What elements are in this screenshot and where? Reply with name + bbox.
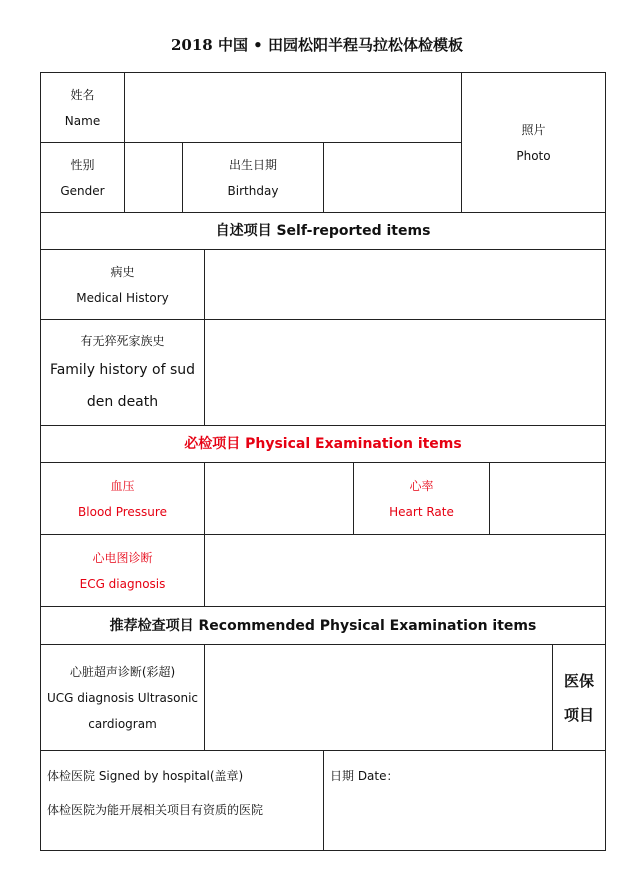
ucg-label-en-1: UCG diagnosis Ultrasonic xyxy=(46,690,199,705)
photo-label-en: Photo xyxy=(516,148,551,163)
gender-value-cell[interactable] xyxy=(124,142,183,213)
ucg-label-cn: 心脏超声诊断(彩超) xyxy=(69,664,176,679)
ucg-label-en-2: cardiogram xyxy=(88,716,157,731)
ecg-label-en: ECG diagnosis xyxy=(79,576,166,591)
medical-insurance-cell xyxy=(552,644,606,751)
birthday-value-cell[interactable] xyxy=(323,142,462,213)
gender-label-cn: 性别 xyxy=(70,157,95,172)
ucg-label-cell xyxy=(40,644,205,751)
hospital-signed-label: 体检医院 Signed by hospital(盖章) xyxy=(47,769,244,783)
date-cell[interactable] xyxy=(323,750,606,851)
medical-history-label-cn: 病史 xyxy=(110,264,135,279)
gender-label-cell xyxy=(40,142,125,213)
heart-rate-label-cell xyxy=(353,462,490,535)
blood-pressure-value-cell[interactable] xyxy=(204,462,354,535)
name-label-cn: 姓名 xyxy=(70,87,95,102)
recommended-exam-header xyxy=(40,606,606,645)
hospital-qualification-note: 体检医院为能开展相关项目有资质的医院 xyxy=(47,803,264,817)
heart-rate-value-cell[interactable] xyxy=(489,462,606,535)
photo-cell[interactable] xyxy=(461,72,606,213)
heart-rate-label-cn: 心率 xyxy=(409,478,434,493)
page-title: 2018 中国 • 田园松阳半程马拉松体检模板 xyxy=(170,36,463,54)
birthday-label-cell xyxy=(182,142,324,213)
blood-pressure-label-cell xyxy=(40,462,205,535)
family-history-value-cell[interactable] xyxy=(204,319,606,426)
ecg-label-cn: 心电图诊断 xyxy=(92,550,153,565)
name-label-en: Name xyxy=(64,113,101,128)
medical-insurance-label-1: 医保 xyxy=(563,671,594,690)
date-label: 日期 Date： xyxy=(330,769,399,783)
birthday-label-en: Birthday xyxy=(227,183,279,198)
medical-history-label-cell xyxy=(40,249,205,320)
physical-exam-header xyxy=(40,425,606,463)
medical-insurance-label-2: 项目 xyxy=(563,705,594,724)
ecg-value-cell[interactable] xyxy=(204,534,606,607)
family-history-label-cell xyxy=(40,319,205,426)
self-reported-header-text: 自述项目 Self-reported items xyxy=(215,223,431,239)
name-value-cell[interactable] xyxy=(124,72,462,143)
heart-rate-label-en: Heart Rate xyxy=(389,504,454,519)
self-reported-header xyxy=(40,212,606,250)
hospital-signature-cell[interactable] xyxy=(40,750,324,851)
physical-exam-header-text: 必检项目 Physical Examination items xyxy=(184,436,462,452)
gender-label-en: Gender xyxy=(60,183,105,198)
family-history-label-en-2: den death xyxy=(86,393,159,410)
blood-pressure-label-cn: 血压 xyxy=(110,478,135,493)
birthday-label-cn: 出生日期 xyxy=(228,157,277,172)
medical-history-label-en: Medical History xyxy=(76,290,169,305)
medical-history-value-cell[interactable] xyxy=(204,249,606,320)
photo-label-cn: 照片 xyxy=(521,122,546,137)
blood-pressure-label-en: Blood Pressure xyxy=(78,504,167,519)
ecg-label-cell xyxy=(40,534,205,607)
family-history-label-cn: 有无猝死家族史 xyxy=(80,333,165,348)
recommended-exam-header-text: 推荐检查项目 Recommended Physical Examination items xyxy=(109,617,537,634)
family-history-label-en-1: Family history of sud xyxy=(49,361,196,378)
name-label-cell xyxy=(40,72,125,143)
ucg-value-cell[interactable] xyxy=(204,644,553,751)
